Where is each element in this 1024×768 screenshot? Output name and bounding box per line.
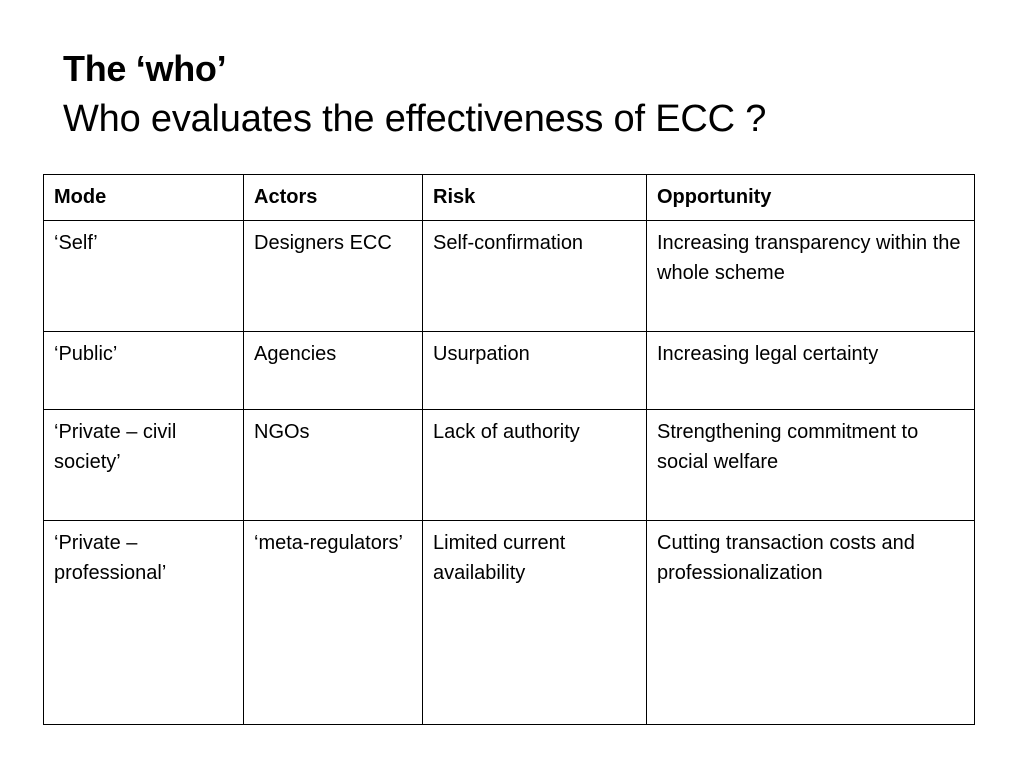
table-header-row: [44, 175, 975, 221]
cell-risk: Self-confirmation: [423, 221, 647, 332]
cell-opportunity: Increasing transparency within the whole scheme: [647, 221, 975, 332]
cell-risk: Usurpation: [423, 332, 647, 410]
header-risk: Risk: [423, 175, 647, 221]
header-mode: Mode: [44, 175, 244, 221]
cell-actors: Designers ECC: [244, 221, 423, 332]
title-line-1: The ‘who’: [63, 48, 227, 89]
header-opportunity: Opportunity: [647, 175, 975, 221]
cell-mode: ‘Private – civil society’: [44, 410, 244, 521]
cell-risk: Lack of authority: [423, 410, 647, 521]
table-row: [44, 332, 975, 410]
cell-opportunity: Cutting transaction costs and professionalization: [647, 521, 975, 725]
cell-opportunity: Strengthening commitment to social welfare: [647, 410, 975, 521]
cell-actors: Agencies: [244, 332, 423, 410]
table-row: [44, 521, 975, 725]
cell-actors: ‘meta-regulators’: [244, 521, 423, 725]
cell-mode: ‘Self’: [44, 221, 244, 332]
cell-opportunity: Increasing legal certainty: [647, 332, 975, 410]
evaluation-table: [43, 174, 975, 725]
header-actors: Actors: [244, 175, 423, 221]
cell-actors: NGOs: [244, 410, 423, 521]
cell-risk: Limited current availability: [423, 521, 647, 725]
cell-mode: ‘Private – professional’: [44, 521, 244, 725]
table-row: [44, 221, 975, 332]
slide-title: [63, 46, 766, 146]
cell-mode: ‘Public’: [44, 332, 244, 410]
title-line-2: Who evaluates the effectiveness of ECC ?: [63, 98, 767, 140]
table-row: [44, 410, 975, 521]
